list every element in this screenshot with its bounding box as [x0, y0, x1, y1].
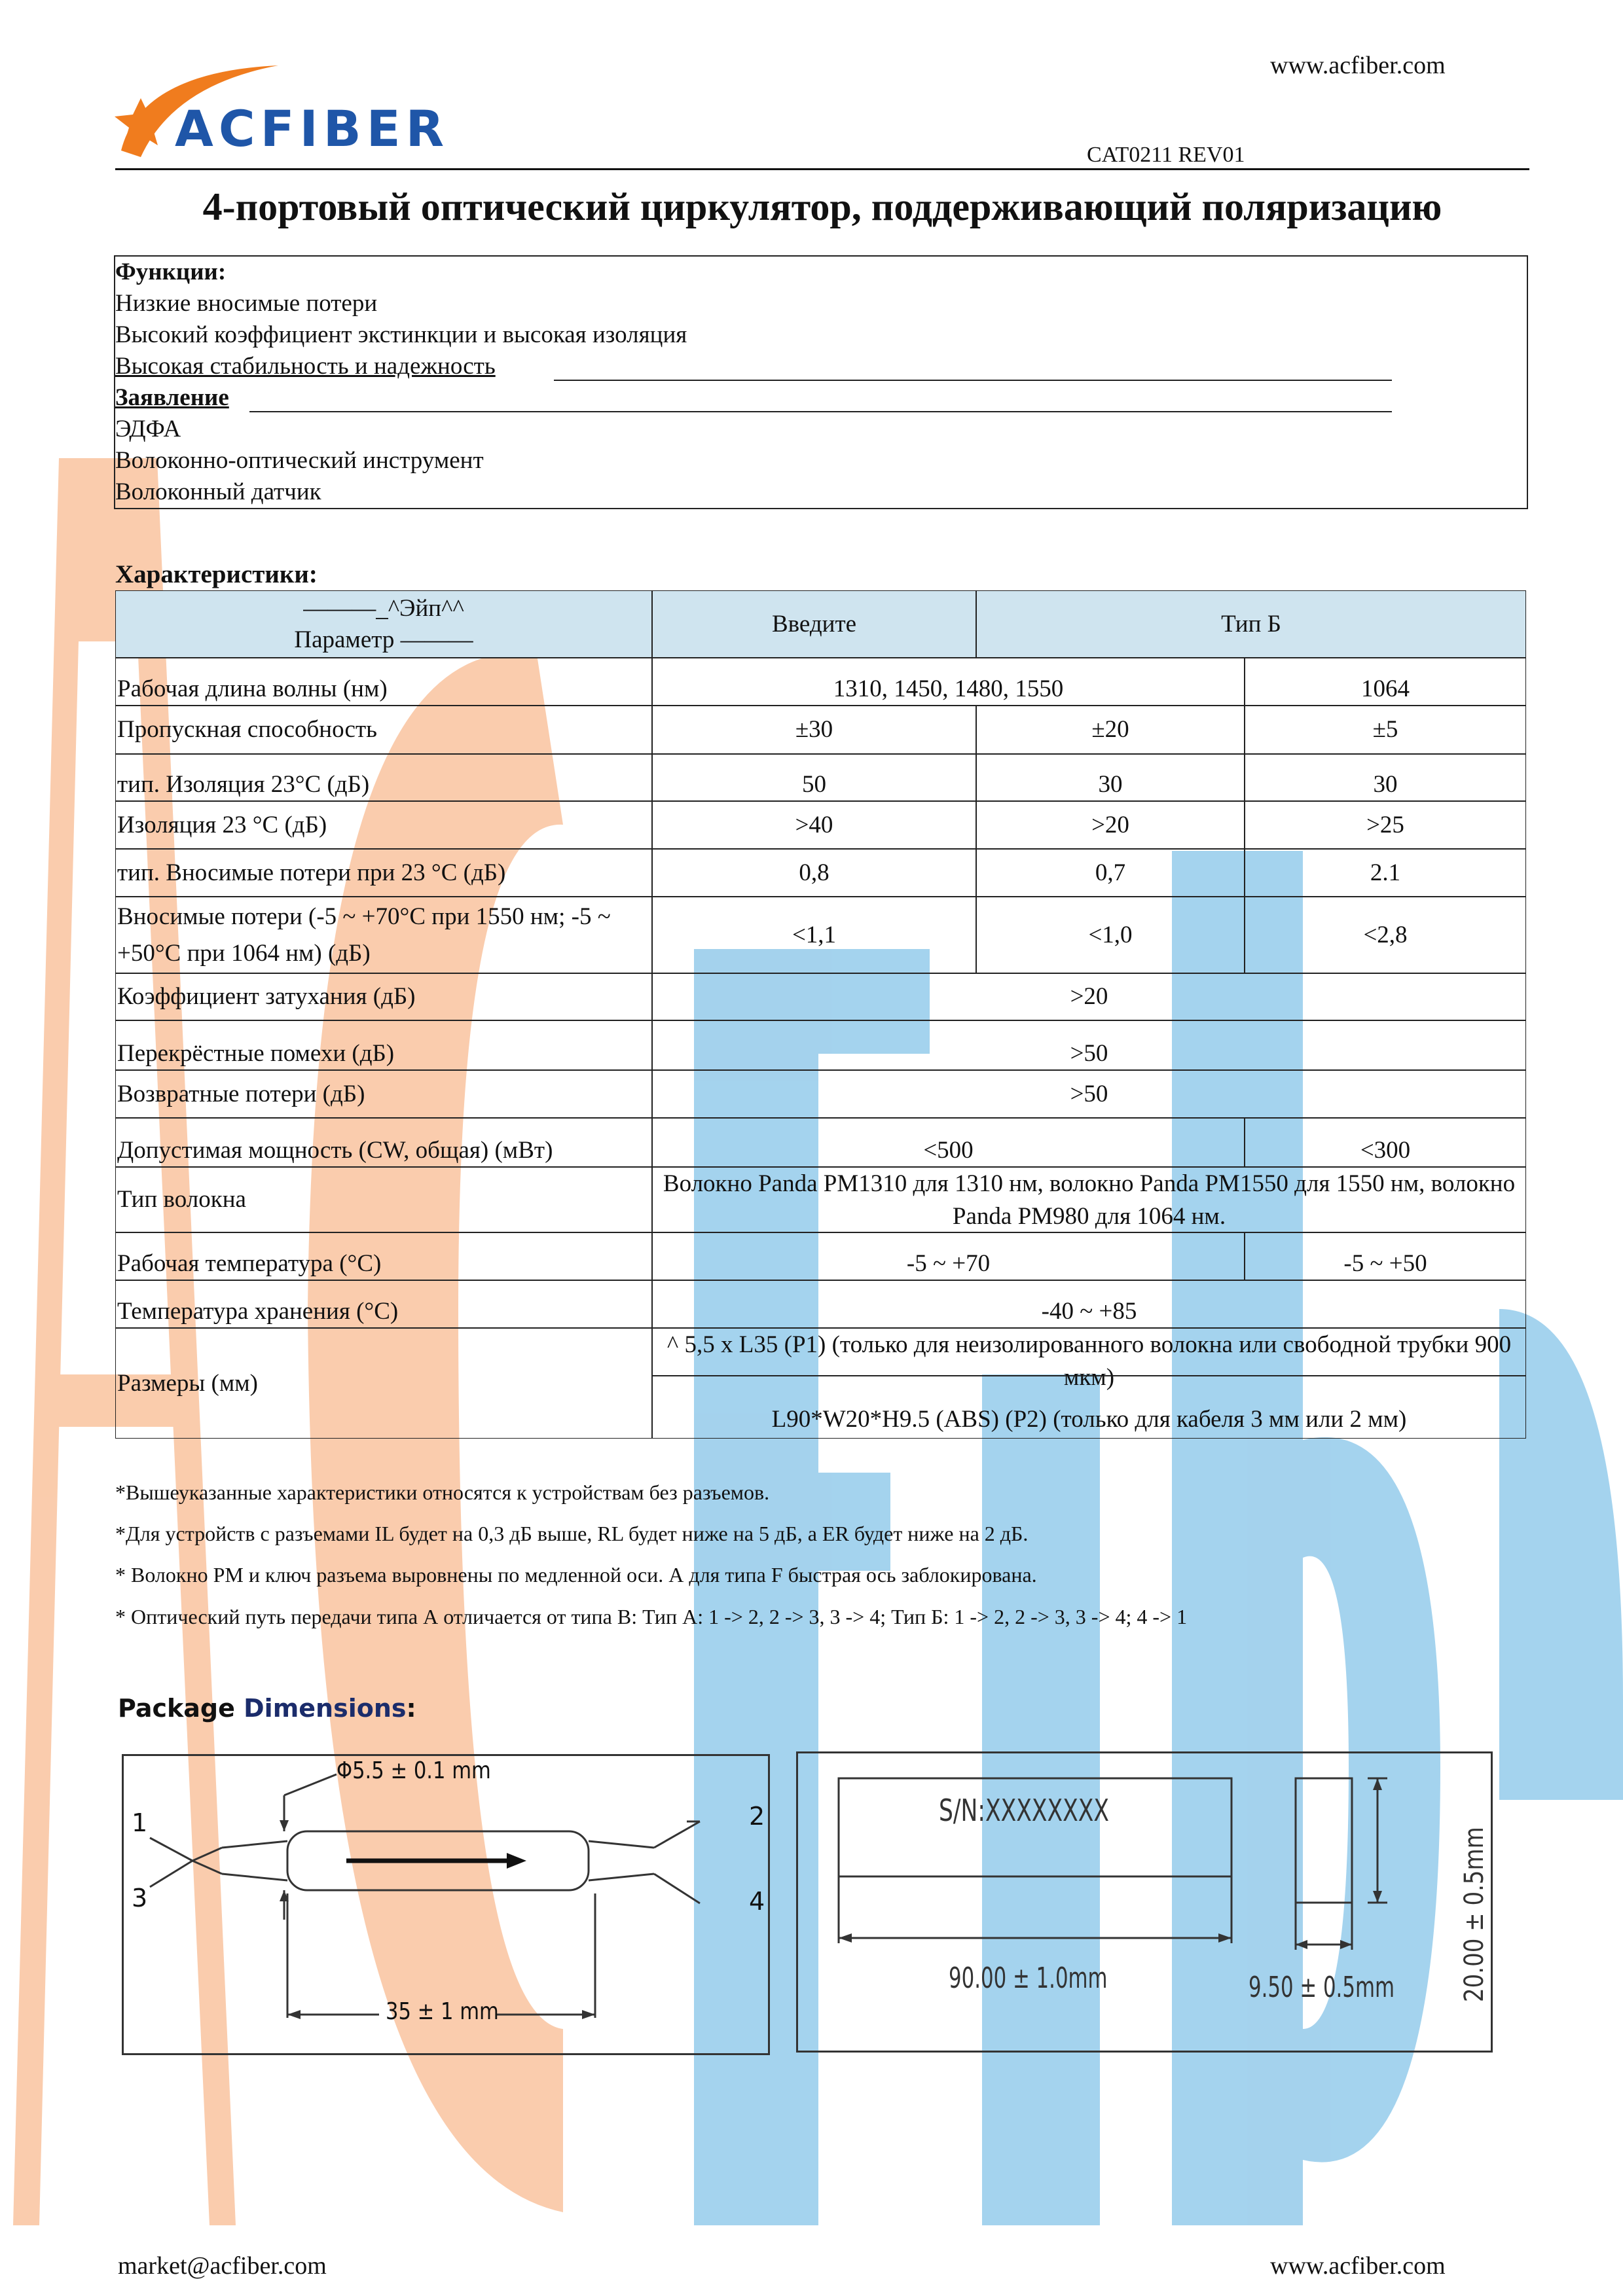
package-drawing-p2	[796, 1751, 1493, 2053]
header-param-label: Параметр ———	[294, 626, 473, 653]
port-label: 1	[132, 1808, 148, 1837]
header-divider	[115, 168, 1529, 170]
row-value: ^ 5,5 х L35 (P1) (только для неизолированного волокна или свободной трубки 900 мкм)	[652, 1328, 1526, 1376]
application-heading: Заявление	[115, 384, 229, 411]
length-label: 90.00 ± 1.0mm	[949, 1962, 1108, 1995]
row-value: 30	[976, 754, 1245, 801]
row-label: Тип волокна	[115, 1167, 652, 1232]
package-drawing-p1	[122, 1754, 770, 2055]
height-label: 20.00 ± 0.5mm	[1459, 1827, 1489, 2002]
abs-box-drawing	[798, 1753, 1491, 2051]
row-label: Вносимые потери (-5 ~ +70°C при 1550 нм; -5 ~ +50°C при 1064 нм) (дБ)	[115, 897, 652, 973]
table-header-type-b: Тип Б	[976, 590, 1526, 658]
row-value: 1064	[1245, 658, 1526, 706]
package-title-c: :	[406, 1694, 416, 1723]
port-label: 2	[749, 1802, 765, 1831]
footer-site-url[interactable]: www.acfiber.com	[1270, 2252, 1446, 2280]
row-label: Перекрёстные помехи (дБ)	[115, 1020, 652, 1070]
row-label: Коэффициент затухания (дБ)	[115, 973, 652, 1020]
row-label: Пропускная способность	[115, 706, 652, 754]
row-value: L90*W20*H9.5 (ABS) (P2) (только для кабеля 3 мм или 2 мм)	[652, 1376, 1526, 1439]
row-value: 1310, 1450, 1480, 1550	[652, 658, 1245, 706]
length-label: 35 ± 1 mm	[386, 1998, 499, 2025]
application-item: Волоконный датчик	[115, 478, 321, 505]
row-value: >20	[652, 973, 1526, 1020]
row-label: Допустимая мощность (CW, общая) (мВт)	[115, 1118, 652, 1167]
row-value: <300	[1245, 1118, 1526, 1167]
port-label: 4	[749, 1887, 765, 1916]
underline-rule	[554, 380, 1392, 381]
row-value: -40 ~ +85	[652, 1280, 1526, 1328]
port-label: 3	[132, 1884, 148, 1912]
row-value: >25	[1245, 801, 1526, 849]
row-value: ±30	[652, 706, 976, 754]
logo-wordmark: ACFIBER	[175, 99, 450, 158]
note: *Для устройств с разъемами IL будет на 0,3 дБ выше, RL будет ниже на 5 дБ, а ER будет ниже на 2 дБ.	[115, 1522, 1029, 1545]
row-value: Волокно Panda PM1310 для 1310 нм, волокно Panda PM1550 для 1550 нм, волокно Panda PM980 для 1064 нм.	[652, 1167, 1526, 1232]
row-value: <500	[652, 1118, 1245, 1167]
row-label: Изоляция 23 °C (дБ)	[115, 801, 652, 849]
function-item: Низкие вносимые потери	[115, 290, 378, 317]
row-value: -5 ~ +50	[1245, 1232, 1526, 1280]
function-item: Высокий коэффициент экстинкции и высокая изоляция	[115, 321, 687, 348]
note: * Волокно PM и ключ разъема выровнены по медленной оси. А для типа F быстрая ось заблокирована.	[115, 1563, 1037, 1587]
row-value: 0,8	[652, 849, 976, 897]
row-value: 0,7	[976, 849, 1245, 897]
underline-rule	[249, 411, 1392, 412]
note: *Вышеуказанные характеристики относятся к устройствам без разъемов.	[115, 1480, 770, 1504]
row-value: ±5	[1245, 706, 1526, 754]
row-label: тип. Изоляция 23°C (дБ)	[115, 754, 652, 801]
row-label: тип. Вносимые потери при 23 °C (дБ)	[115, 849, 652, 897]
application-item: ЭДФА	[115, 416, 181, 442]
specs-table	[115, 590, 1526, 1439]
functions-box	[114, 255, 1528, 509]
page-title: 4-портовый оптический циркулятор, поддерживающий поляризацию	[202, 185, 1442, 228]
row-label: Температура хранения (°C)	[115, 1280, 652, 1328]
row-value: 50	[652, 754, 976, 801]
table-header-type-a: Введите	[652, 590, 976, 658]
footer-email[interactable]: market@acfiber.com	[118, 2252, 327, 2280]
row-value: >40	[652, 801, 976, 849]
application-item: Волоконно-оптический инструмент	[115, 447, 484, 474]
header-type-label: ———_^Эйп^^	[303, 594, 464, 622]
row-value: <2,8	[1245, 897, 1526, 973]
serial-label: S/N:XXXXXXXX	[939, 1793, 1110, 1828]
package-title-a: Package	[118, 1694, 244, 1723]
table-header-param	[115, 590, 652, 658]
diameter-label: Φ5.5 ± 0.1 mm	[337, 1757, 491, 1784]
specs-heading: Характеристики:	[115, 560, 318, 588]
row-value: ±20	[976, 706, 1245, 754]
functions-heading: Функции:	[115, 259, 227, 285]
function-item: Высокая стабильность и надежность	[115, 353, 496, 380]
row-value: 30	[1245, 754, 1526, 801]
row-value: >20	[976, 801, 1245, 849]
document-code: CAT0211 REV01	[1087, 143, 1245, 167]
package-title-b: Dimensions	[244, 1694, 407, 1723]
row-value: >50	[652, 1070, 1526, 1118]
row-value: <1,0	[976, 897, 1245, 973]
row-label: Рабочая длина волны (нм)	[115, 658, 652, 706]
row-label: Возвратные потери (дБ)	[115, 1070, 652, 1118]
package-dimensions-heading	[118, 1694, 416, 1723]
row-label: Размеры (мм)	[115, 1328, 652, 1439]
row-value: -5 ~ +70	[652, 1232, 1245, 1280]
header-site-url[interactable]: www.acfiber.com	[1270, 52, 1446, 79]
width-label: 9.50 ± 0.5mm	[1249, 1971, 1395, 2004]
acfiber-logo	[115, 59, 468, 164]
note: * Оптический путь передачи типа А отличается от типа В: Тип А: 1 -> 2, 2 -> 3, 3 -> 4; Тип Б: 1 -> 2, 2 -> 3, 3 -> 4; 4 -> 1	[115, 1605, 1188, 1628]
row-label: Рабочая температура (°C)	[115, 1232, 652, 1280]
row-value: <1,1	[652, 897, 976, 973]
row-value: >50	[652, 1020, 1526, 1070]
row-value: 2.1	[1245, 849, 1526, 897]
